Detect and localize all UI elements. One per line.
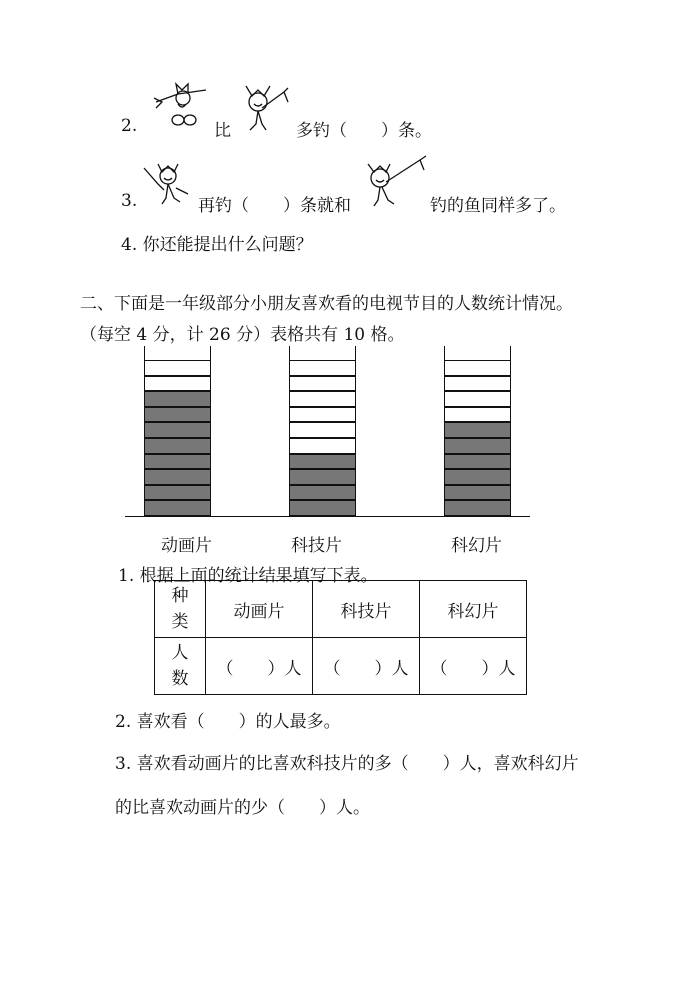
bar-cell-filled	[444, 438, 511, 454]
bar-cell-filled	[289, 469, 356, 485]
answer-blank[interactable]: （ ）人	[313, 638, 420, 695]
row-label-category	[155, 581, 206, 638]
bar-cell-empty	[289, 407, 356, 423]
bar-cell-filled	[144, 407, 211, 423]
bar-cell-filled	[144, 469, 211, 485]
bar-cell-empty	[289, 422, 356, 438]
answer-blank[interactable]: （ ）人	[420, 638, 527, 695]
bar-cell-filled	[144, 500, 211, 516]
bar-cell-filled	[289, 485, 356, 501]
row-label-char: 种	[171, 586, 189, 606]
bar-cell-empty	[289, 438, 356, 454]
bar-cell-empty	[444, 376, 511, 392]
bar-cell-filled	[289, 454, 356, 470]
column-header: 科幻片	[420, 581, 527, 638]
category-label: 动画片	[161, 536, 212, 556]
column-header: 科技片	[313, 581, 420, 638]
bar-cell-filled	[289, 500, 356, 516]
q2-end-text: 多钓（ ）条。	[296, 121, 432, 141]
category-label: 科幻片	[451, 536, 502, 556]
bar-cell-empty	[444, 360, 511, 376]
bar-cell-empty	[289, 360, 356, 376]
q2-compare-text: 比	[214, 121, 231, 141]
bar-cell-filled	[144, 485, 211, 501]
table-row	[155, 638, 527, 695]
table-row	[155, 581, 527, 638]
q2-number: 2.	[121, 116, 138, 136]
bar-cell-empty	[144, 376, 211, 392]
q3-mid-text: 再钓（ ）条就和	[198, 196, 351, 216]
bar-cell-filled	[444, 454, 511, 470]
q1-text: 1. 根据上面的统计结果填写下表。	[118, 566, 378, 586]
bar-cell-filled	[144, 422, 211, 438]
q3-line2: 的比喜欢动画片的少（ ）人。	[115, 798, 370, 818]
bar-cell-filled	[144, 454, 211, 470]
column-header: 动画片	[206, 581, 313, 638]
q2-most-text: 2. 喜欢看（ ）的人最多。	[115, 712, 341, 732]
bar-cell-empty	[289, 376, 356, 392]
bar-cell-empty	[144, 360, 211, 376]
section2-title: 二、下面是一年级部分小朋友喜欢看的电视节目的人数统计情况。	[80, 294, 573, 314]
bar-cell-empty	[289, 391, 356, 407]
bar-cell-empty	[444, 391, 511, 407]
row-label-char: 数	[171, 669, 189, 689]
q3-end-text: 钓的鱼同样多了。	[430, 196, 566, 216]
row-label-count	[155, 638, 206, 695]
bar-cell-filled	[144, 438, 211, 454]
bar-cell-filled	[144, 391, 211, 407]
bar-cell-filled	[444, 485, 511, 501]
row-label-char: 类	[171, 612, 189, 632]
bar-cell-filled	[444, 422, 511, 438]
section2-note: （每空 4 分，计 26 分）表格共有 10 格。	[80, 325, 405, 345]
row-label-char: 人	[171, 643, 189, 663]
bar-cell-filled	[444, 469, 511, 485]
chart-baseline	[125, 516, 530, 517]
q3-number: 3.	[121, 191, 138, 211]
q4-text: 4. 你还能提出什么问题？	[121, 235, 313, 255]
bar-cell-filled	[444, 500, 511, 516]
stats-table	[154, 580, 527, 695]
bar-cell-empty	[444, 407, 511, 423]
q3-line1: 3. 喜欢看动画片的比喜欢科技片的多（ ）人，喜欢科幻片	[115, 754, 579, 774]
answer-blank[interactable]: （ ）人	[206, 638, 313, 695]
category-label: 科技片	[291, 536, 342, 556]
